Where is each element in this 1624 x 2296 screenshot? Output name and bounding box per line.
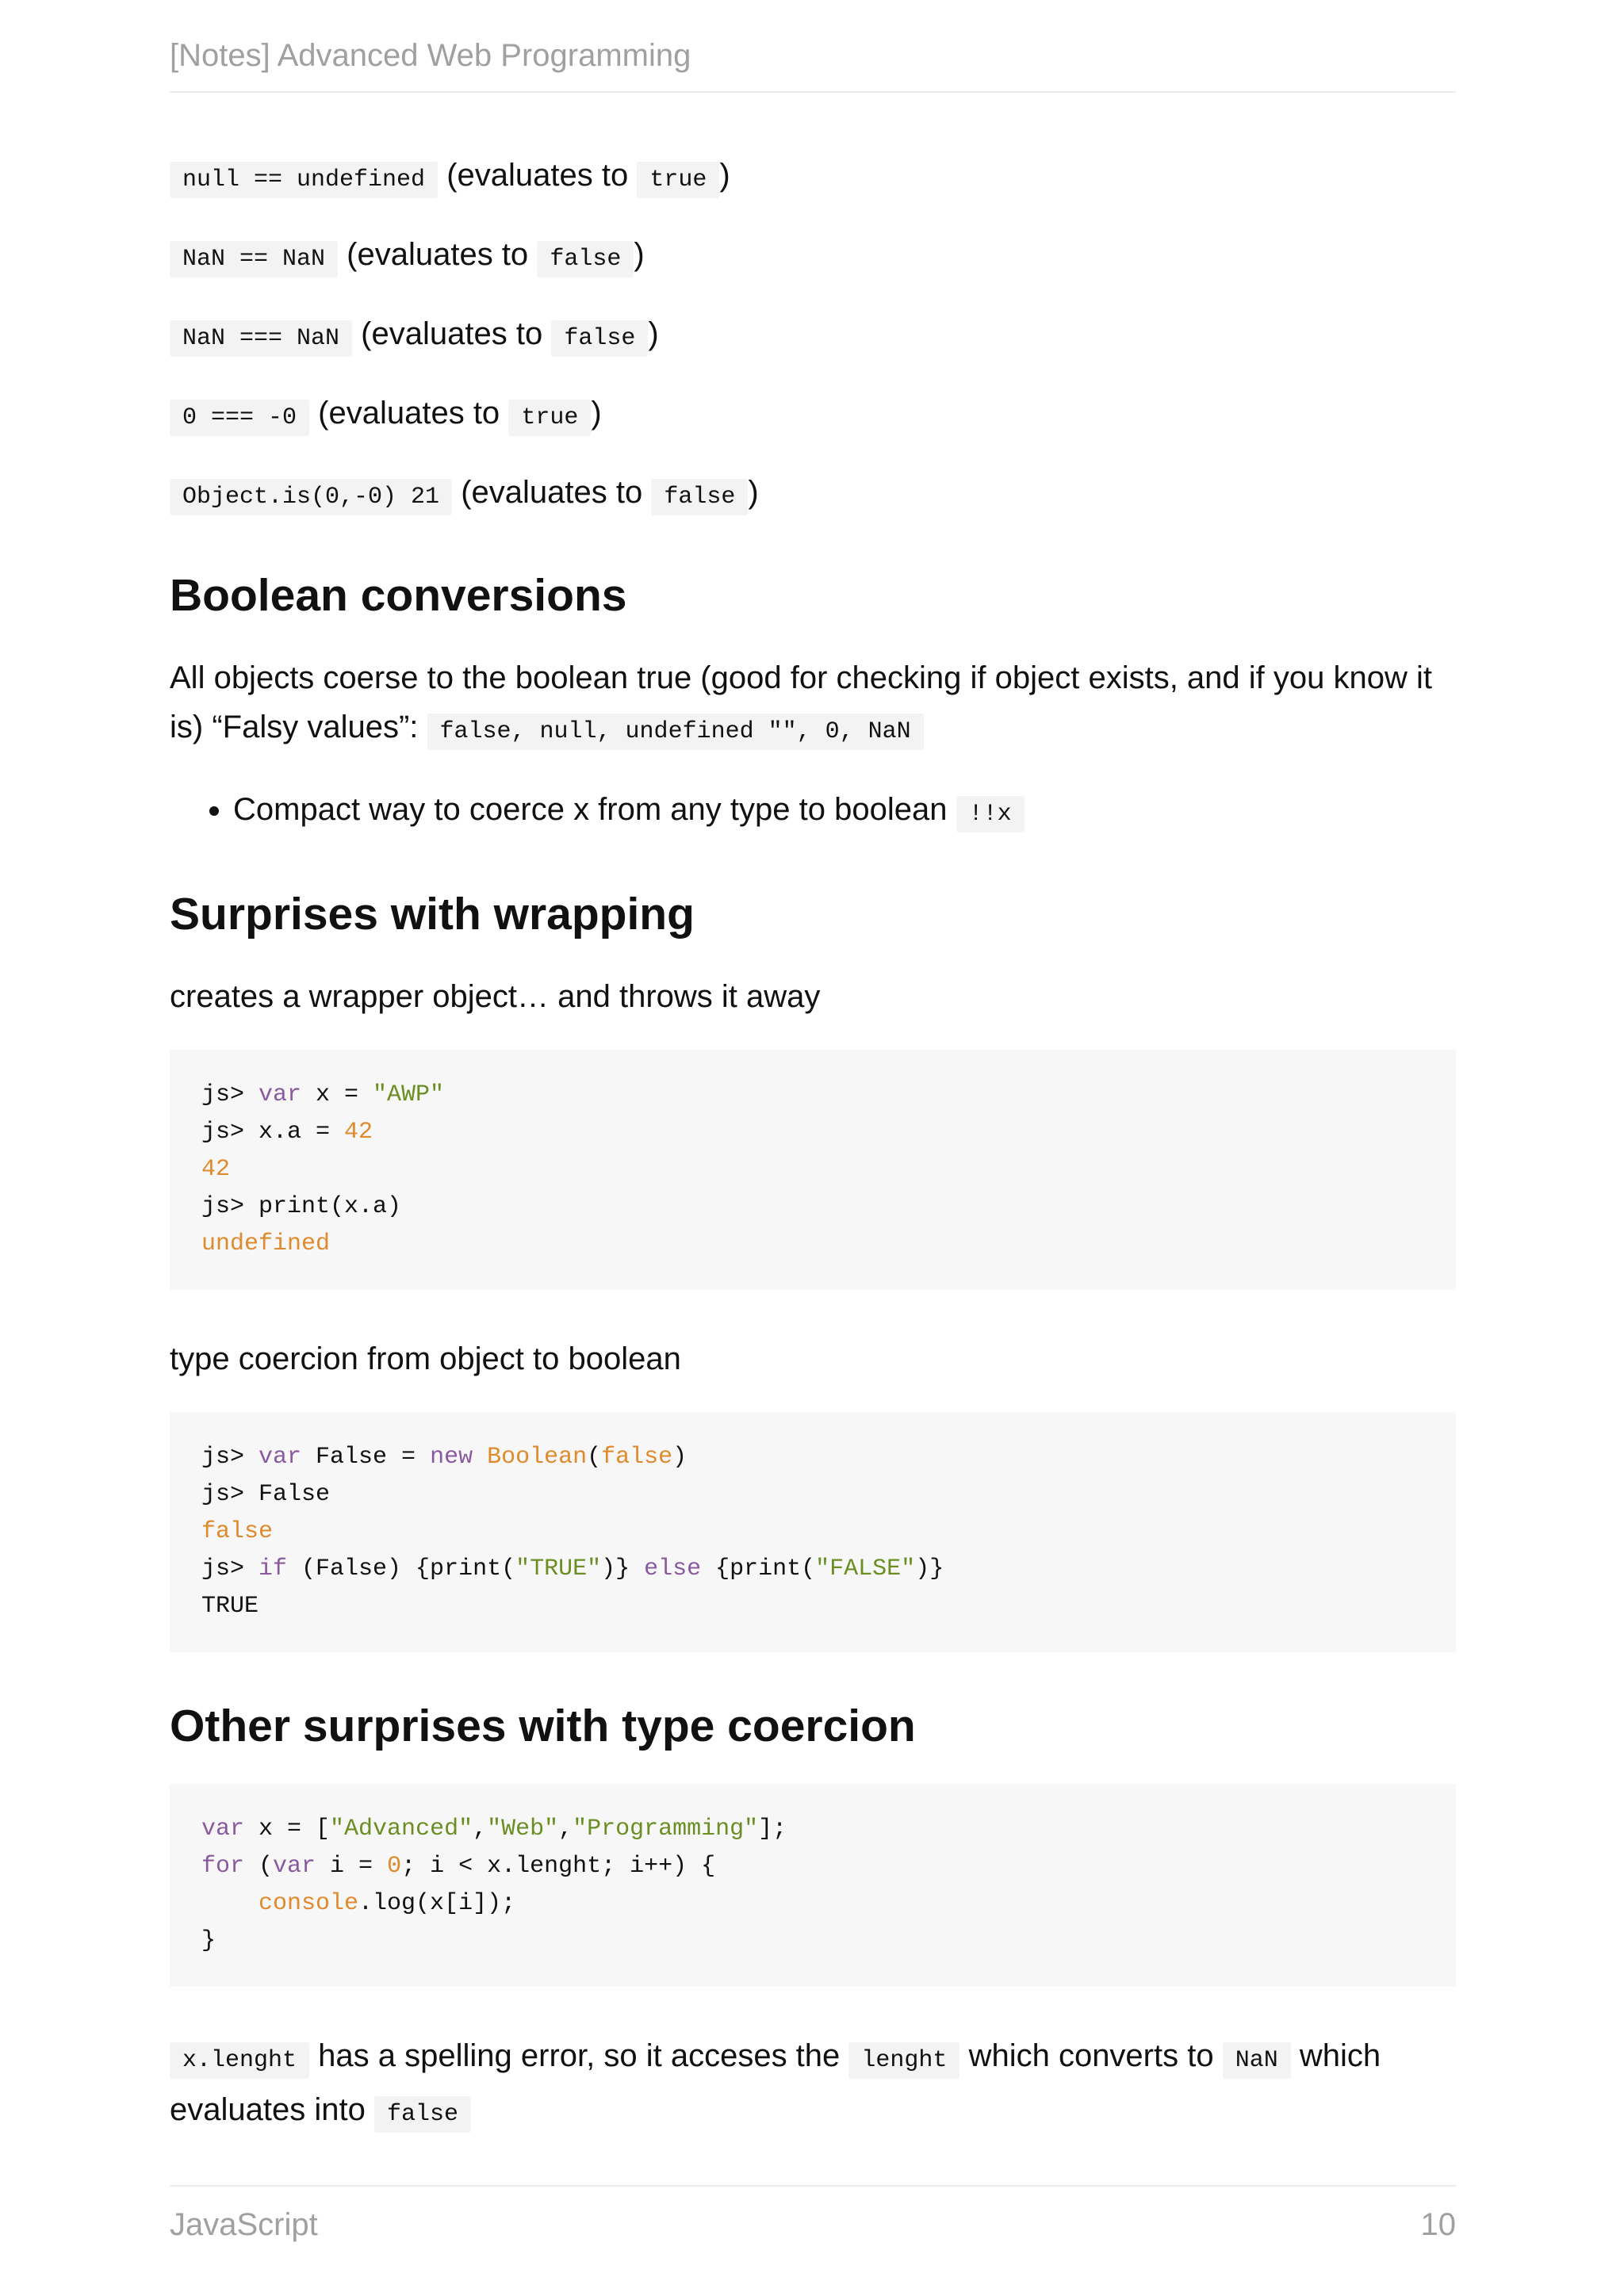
- inline-code: lenght: [848, 2042, 959, 2079]
- footer-chapter: JavaScript: [170, 2207, 318, 2242]
- inline-code: 0 === -0: [170, 400, 309, 436]
- inline-code: NaN == NaN: [170, 241, 338, 277]
- code-block: js> var x = "AWP" js> x.a = 42 42 js> print(x.a) undefined: [170, 1050, 1456, 1290]
- text: (evaluates to: [347, 237, 529, 272]
- text: (evaluates to: [361, 316, 543, 351]
- text: (evaluates to: [446, 158, 629, 193]
- paragraph: [170, 653, 1456, 756]
- text: ): [634, 237, 645, 272]
- page-content: [170, 151, 1456, 2168]
- code-block: js> var False = new Boolean(false) js> False false js> if (False) {print("TRUE")} else {print("FALSE")} TRUE: [170, 1412, 1456, 1652]
- paragraph: type coercion from object to boolean: [170, 1341, 681, 1376]
- text: which evaluates into: [170, 2038, 1381, 2127]
- section-heading-boolean: Boolean conversions: [170, 570, 627, 621]
- paragraph: [170, 2031, 1456, 2139]
- equality-line: [170, 151, 1456, 205]
- inline-code: !!x: [956, 796, 1025, 832]
- inline-code: Object.is(0,-0) 21: [170, 479, 452, 515]
- paragraph: creates a wrapper object… and throws it away: [170, 979, 821, 1014]
- list-item: [233, 785, 1456, 839]
- inline-code: null == undefined: [170, 162, 438, 198]
- inline-code: NaN === NaN: [170, 320, 352, 357]
- inline-code: true: [637, 162, 719, 198]
- running-footer: [170, 2185, 1456, 2243]
- bullet-list: [170, 785, 1456, 839]
- text: (evaluates to: [318, 396, 500, 430]
- text: which converts to: [968, 2038, 1214, 2073]
- equality-line: [170, 230, 1456, 284]
- inline-code: NaN: [1223, 2042, 1291, 2079]
- equality-line: [170, 309, 1456, 363]
- page-number: 10: [1420, 2207, 1456, 2242]
- section-heading-wrapping: Surprises with wrapping: [170, 889, 695, 939]
- section-heading-coercion: Other surprises with type coercion: [170, 1701, 916, 1751]
- text: Compact way to coerce x from any type to boolean: [233, 792, 948, 827]
- text: ): [748, 475, 759, 510]
- code-block: var x = ["Advanced","Web","Programming"]; for (var i = 0; i < x.lenght; i++) { console.log(x[i]); }: [170, 1784, 1456, 1987]
- inline-code: false, null, undefined "", 0, NaN: [427, 714, 924, 750]
- equality-line: [170, 468, 1456, 522]
- inline-code: false: [374, 2096, 471, 2133]
- text: ): [719, 158, 730, 193]
- inline-code: true: [508, 400, 591, 436]
- text: has a spelling error, so it acceses the: [318, 2038, 841, 2073]
- inline-code: false: [551, 320, 648, 357]
- running-header: [170, 38, 1456, 93]
- inline-code: x.lenght: [170, 2042, 309, 2079]
- text: ): [591, 396, 602, 430]
- inline-code: false: [537, 241, 634, 277]
- text: All objects coerse to the boolean true (good for checking if object exists, and if you know it is) “Falsy values”:: [170, 660, 1432, 744]
- equality-line: [170, 388, 1456, 442]
- text: ): [648, 316, 659, 351]
- document-title: [Notes] Advanced Web Programming: [170, 38, 691, 73]
- inline-code: false: [651, 479, 748, 515]
- text: (evaluates to: [461, 475, 643, 510]
